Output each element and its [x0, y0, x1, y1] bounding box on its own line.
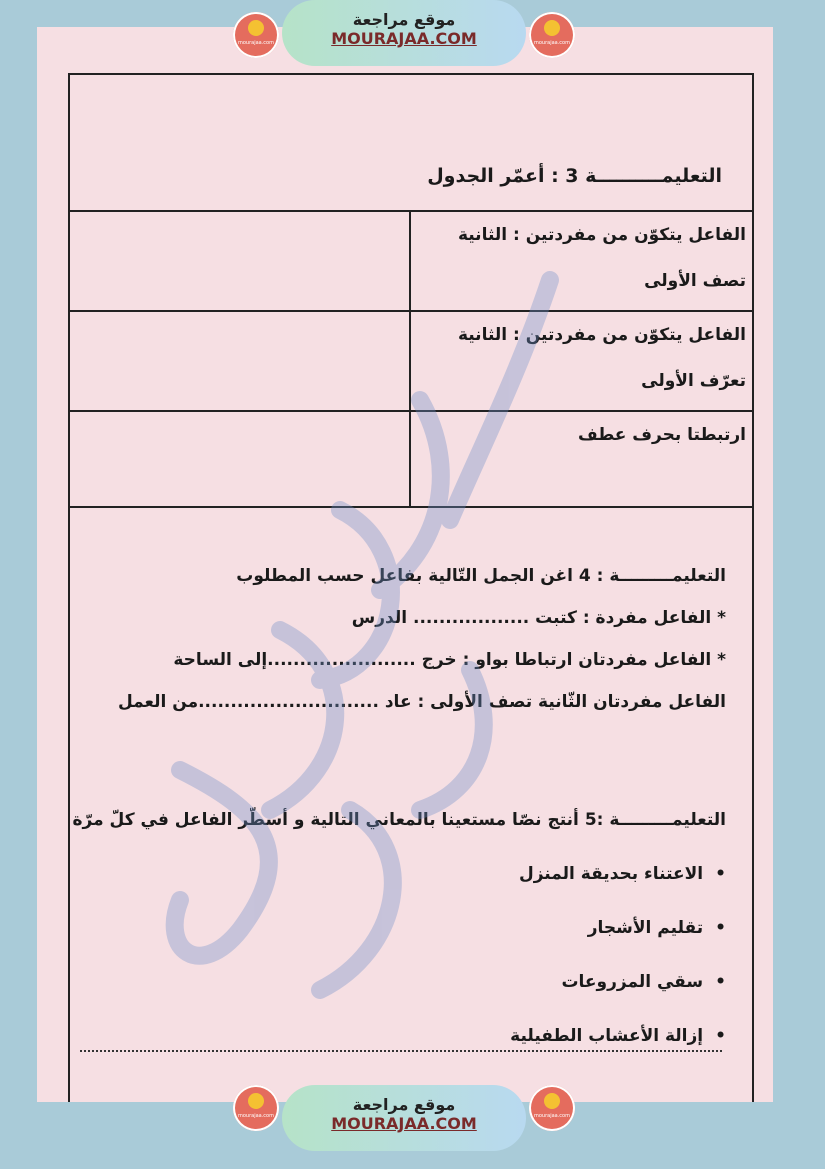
- table-row: [69, 411, 753, 507]
- list-item: • الاعتناء بحديقة المنزل: [73, 847, 727, 901]
- banner-site-link[interactable]: MOURAJAA.COM: [331, 1114, 477, 1133]
- instruction-4-block: [118, 555, 726, 723]
- writing-line[interactable]: [80, 1050, 722, 1052]
- fill-table: [68, 210, 754, 508]
- exercise-frame: [68, 73, 754, 1102]
- answer-cell[interactable]: [69, 311, 410, 411]
- table-row: [69, 311, 753, 411]
- banner-arabic-text: موقع مراجعة: [352, 1095, 456, 1114]
- banner-site-link[interactable]: MOURAJAA.COM: [331, 29, 477, 48]
- site-logo-icon: mourajaa.com: [233, 1085, 279, 1131]
- instruction-3-title: التعليمــــــــــة 3 : أعمّر الجدول: [427, 165, 722, 187]
- fill-line: * الفاعل مفردتان ارتباطا بواو : خرج .......................إلى الساحة: [173, 650, 726, 670]
- list-item: • إزالة الأعشاب الطفيلية: [73, 1009, 727, 1063]
- instruction-5-title: التعليمـــــــــة :5 أنتج نصّا مستعينا بالمعاني التالية و أسطّر الفاعل في كلّ مرّة: [72, 810, 726, 830]
- fill-line: * الفاعل مفردة : كتبت .................. الدرس: [351, 608, 726, 628]
- site-logo-icon: mourajaa.com: [529, 1085, 575, 1131]
- fill-line: الفاعل مفردتان الثّانية تصف الأولى : عاد ............................من العمل: [117, 692, 726, 712]
- site-banner-top[interactable]: [282, 0, 526, 66]
- question-cell: الفاعل يتكوّن من مفردتين : الثانية تصف الأولى: [410, 211, 753, 311]
- site-banner-bottom[interactable]: [282, 1085, 526, 1151]
- instruction-4-title: التعليمـــــــــة : 4 اغن الجمل التّالية بفاعل حسب المطلوب: [236, 566, 726, 586]
- list-item: • سقي المزروعات: [73, 955, 727, 1009]
- site-logo-icon: mourajaa.com: [529, 12, 575, 58]
- list-item: • تقليم الأشجار: [73, 901, 727, 955]
- answer-cell[interactable]: [69, 211, 410, 311]
- question-cell: الفاعل يتكوّن من مفردتين : الثانية تعرّف الأولى: [410, 311, 753, 411]
- site-logo-icon: mourajaa.com: [233, 12, 279, 58]
- banner-arabic-text: موقع مراجعة: [352, 10, 456, 29]
- answer-cell[interactable]: [69, 411, 410, 507]
- instruction-5-block: [73, 793, 727, 1063]
- question-cell: ارتبطتا بحرف عطف: [410, 411, 753, 507]
- table-row: [69, 211, 753, 311]
